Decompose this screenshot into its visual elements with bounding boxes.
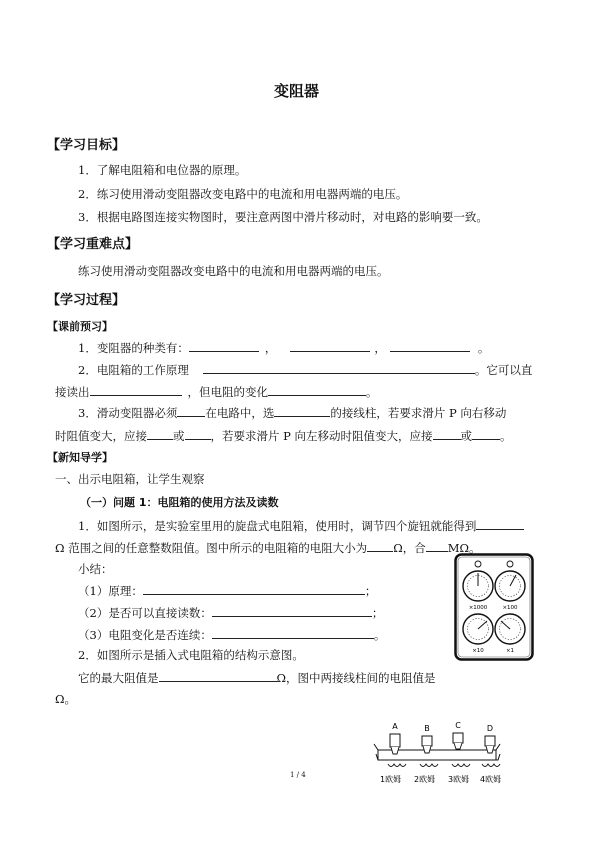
plug-icon[interactable] bbox=[390, 734, 400, 754]
summary-label: 小结： bbox=[78, 562, 113, 576]
dial-resistance-box-figure bbox=[454, 553, 534, 661]
period: 。 bbox=[373, 628, 386, 642]
blank[interactable] bbox=[274, 405, 330, 417]
summary-item-3 bbox=[78, 627, 385, 642]
dial-label: ×1 bbox=[505, 648, 515, 654]
dial-knob-icon[interactable] bbox=[495, 571, 525, 601]
problem1-text-c: Ω，合 bbox=[393, 541, 426, 555]
blank[interactable] bbox=[189, 340, 259, 352]
problem1-text-b: Ω 范围之间的任意整数阻值。图中所示的电阻箱的电阻大小为 bbox=[55, 541, 368, 555]
dial-label: ×1000 bbox=[468, 605, 488, 611]
summary-item-2 bbox=[78, 605, 383, 620]
blank[interactable] bbox=[268, 384, 366, 396]
preview-q3-text: 在电路中，选 bbox=[205, 406, 275, 420]
resistor-coil-icon bbox=[452, 764, 470, 767]
preview-q3-text: 时阻值变大，应接 bbox=[55, 429, 147, 443]
blank[interactable] bbox=[159, 670, 277, 682]
blank[interactable] bbox=[185, 428, 211, 440]
resistor-label: 3欧姆 bbox=[448, 775, 470, 784]
preview-q3-text: 或 bbox=[173, 429, 185, 443]
separator: ， bbox=[374, 341, 386, 355]
dial-knob-icon[interactable] bbox=[495, 614, 525, 644]
period: 。 bbox=[500, 429, 512, 443]
preview-q3-text: 或 bbox=[460, 429, 473, 443]
blank[interactable] bbox=[212, 605, 372, 617]
blank[interactable] bbox=[472, 428, 500, 440]
plug-icon[interactable] bbox=[453, 733, 463, 749]
resistor-label: 1欧姆 bbox=[380, 775, 402, 784]
summary-label-2: （2）是否可以直接读数： bbox=[78, 606, 212, 620]
plug-label: B bbox=[424, 724, 430, 733]
preview-q1-text: 1．变阻器的种类有： bbox=[78, 341, 189, 355]
section-goals-heading: 【学习目标】 bbox=[47, 138, 126, 153]
goal-item: 2．练习使用滑动变阻器改变电路中的电流和用电器两端的电压。 bbox=[78, 187, 408, 201]
problem2-text-c: Ω，图中两接线柱间的电阻值是 bbox=[276, 671, 436, 685]
dial-label: ×10 bbox=[472, 648, 484, 654]
section-keypoints-heading: 【学习重难点】 bbox=[47, 237, 139, 252]
problem2-text-b: 它的最大阻值是 bbox=[78, 671, 159, 685]
preview-q2-text: 2．电阻箱的工作原理 bbox=[78, 363, 189, 377]
preview-q2-text: ，但电阻的变化 bbox=[187, 385, 268, 399]
blank[interactable] bbox=[203, 362, 475, 374]
terminal-icon bbox=[475, 561, 481, 567]
problem1-text bbox=[78, 518, 524, 533]
blank[interactable] bbox=[476, 518, 524, 530]
period: 。 bbox=[366, 385, 378, 399]
preview-q3-text: 3．滑动变阻器必须 bbox=[78, 406, 178, 420]
dial-knob-icon[interactable] bbox=[463, 614, 493, 644]
summary-item-1 bbox=[78, 583, 376, 598]
terminal-icon bbox=[507, 561, 513, 567]
problem1-text-d: MΩ。 bbox=[447, 541, 481, 555]
section-newknow-heading: 【新知导学】 bbox=[47, 451, 113, 464]
page-number: 1 / 4 bbox=[290, 771, 306, 779]
section-preview-heading: 【课前预习】 bbox=[47, 320, 113, 333]
blank[interactable] bbox=[390, 340, 470, 352]
resistor-coil-icon bbox=[420, 764, 438, 767]
period: 。 bbox=[477, 341, 490, 355]
plug-resistance-box-figure bbox=[368, 716, 518, 790]
page-title: 变阻器 bbox=[274, 82, 320, 100]
preview-q3-cont bbox=[55, 428, 512, 443]
problem2-text-cont bbox=[78, 670, 436, 685]
semicolon: ； bbox=[364, 584, 377, 598]
plug-label: A bbox=[392, 722, 398, 731]
goal-item: 3．根据电路图连接实物图时，要注意两图中滑片移动时，对电路的影响要一致。 bbox=[78, 210, 488, 224]
dial-knob-icon[interactable] bbox=[463, 571, 493, 601]
summary-label-3: （3）电阻变化是否连续： bbox=[78, 628, 212, 642]
blank[interactable] bbox=[290, 340, 370, 352]
section-process-heading: 【学习过程】 bbox=[47, 293, 126, 308]
preview-q2-cont bbox=[55, 384, 378, 399]
resistor-label: 4欧姆 bbox=[480, 775, 502, 784]
preview-q2-text: 接读出 bbox=[55, 385, 90, 399]
newknow-intro: 一、出示电阻箱，让学生观察 bbox=[55, 472, 205, 486]
summary-label-1: （1）原理： bbox=[78, 584, 143, 598]
preview-q1 bbox=[78, 340, 489, 355]
problem1-text-a: 1．如图所示，是实验室里用的旋盘式电阻箱，使用时，调节四个旋钮就能得到 bbox=[78, 519, 477, 533]
resistor-label: 2欧姆 bbox=[414, 775, 436, 784]
blank[interactable] bbox=[433, 428, 461, 440]
semicolon: ； bbox=[371, 606, 384, 620]
blank[interactable] bbox=[143, 583, 365, 595]
preview-q3-text: 的接线柱，若要求滑片 P 向右移动 bbox=[330, 406, 507, 420]
problem1-text-cont bbox=[55, 540, 481, 555]
problem1-heading: （一）问题 1：电阻箱的使用方法及读数 bbox=[80, 496, 279, 509]
problem2-text: 2．如图所示是插入式电阻箱的结构示意图。 bbox=[78, 648, 304, 662]
preview-q2 bbox=[78, 362, 532, 377]
goal-item: 1．了解电阻箱和电位器的原理。 bbox=[78, 163, 247, 177]
blank[interactable] bbox=[177, 405, 205, 417]
plug-label: D bbox=[486, 724, 494, 733]
blank[interactable] bbox=[426, 540, 448, 552]
blank[interactable] bbox=[212, 627, 374, 639]
dial-label: ×100 bbox=[502, 605, 518, 611]
blank[interactable] bbox=[367, 540, 393, 552]
preview-q2-text: 。它可以直 bbox=[474, 363, 533, 377]
keypoint-text: 练习使用滑动变阻器改变电路中的电流和用电器两端的电压。 bbox=[78, 264, 389, 278]
resistor-coil-icon bbox=[482, 764, 500, 767]
preview-q3-text: ，若要求滑片 P 向左移动时阻值变大，应接 bbox=[210, 429, 433, 443]
resistor-coil-icon bbox=[388, 764, 406, 767]
blank[interactable] bbox=[147, 428, 173, 440]
preview-q3 bbox=[78, 405, 506, 420]
plug-label: C bbox=[455, 721, 461, 730]
separator: ， bbox=[264, 341, 277, 355]
blank[interactable] bbox=[90, 384, 182, 396]
problem2-text-end: Ω。 bbox=[55, 692, 77, 706]
